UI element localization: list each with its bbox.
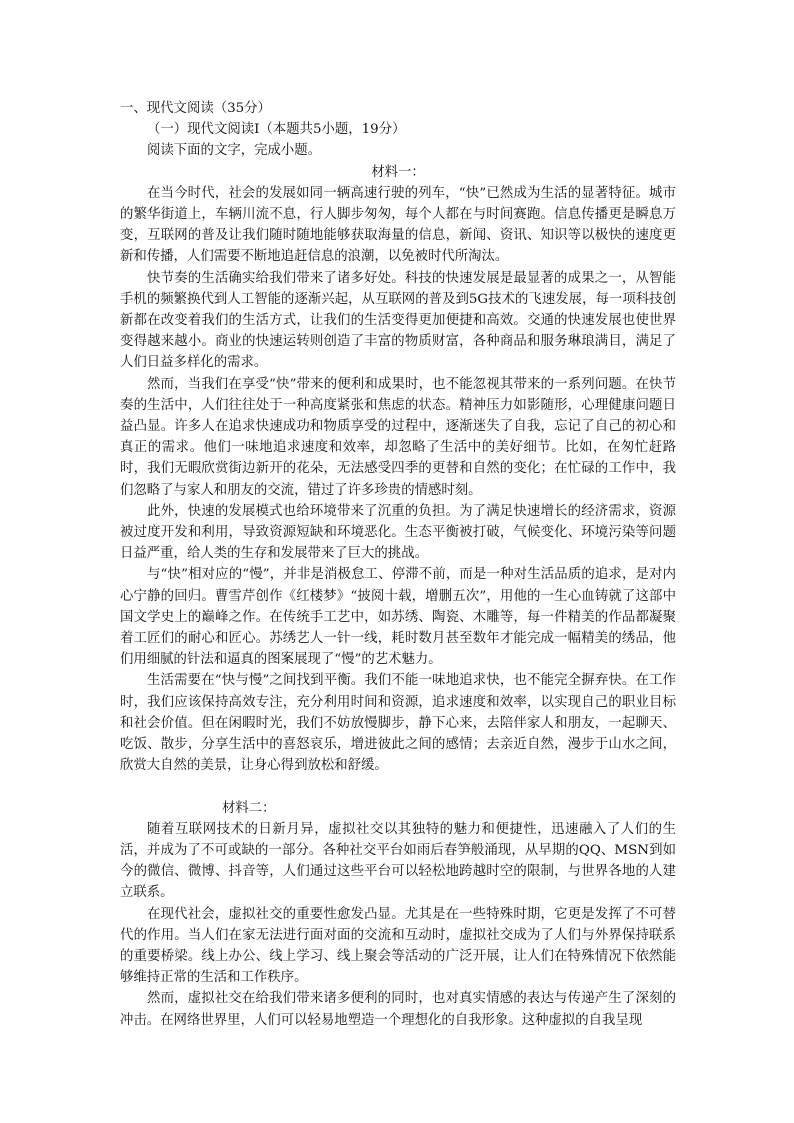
material1-heading: 材料一： (371, 164, 425, 180)
section-title: 一、现代文阅读（35分） (120, 101, 271, 116)
material1-paragraph-6: 生活需要在“快与慢”之间找到平衡。我们不能一味地追求快，也不能完全摒弃快。在工作时，我们应该保持高效专注，充分利用时间和资源，追求速度和效率，以实现自己的职业目标和社会价值。但在闲暇时光，我们不妨放慢脚步，静下心来，去陪伴家人和朋友，一起聊天、吃饭、散步，分享生活中的喜怒哀乐，增进彼此之间的感情；去亲近自然，漫步于山水之间，欣赏大自然的美景，让身心得到放松和舒缓。 (120, 673, 676, 774)
material2-paragraph-1: 随着互联网技术的日新月异，虚拟社交以其独特的魅力和便捷性，迅速融入了人们的生活，并成为了不可或缺的一部分。各种社交平台如雨后春笋般涌现，从早期的QQ、MSN到如今的微信、微博、抖音等，人们通过这些平台可以轻松地跨越时空的限制，与世界各地的人建立联系。 (120, 821, 676, 901)
instruction-text: 阅读下面的文字，完成小题。 (147, 143, 322, 159)
material1-paragraph-2: 快节奏的生活确实给我们带来了诸多好处。科技的快速发展是最显著的成果之一，从智能手机的频繁换代到人工智能的逐渐兴起，从互联网的普及到5G技术的飞速发展，每一项科技创新都在改变着我们的生活方式，让我们的生活变得更加便捷和高效。交通的快速发展也使世界变得越来越小。商业的快速运转则创造了丰富的物质财富，各种商品和服务琳琅满目，满足了人们日益多样化的需求。 (120, 270, 676, 371)
material2-paragraph-2: 在现代社会，虚拟社交的重要性愈发凸显。尤其是在一些特殊时期，它更是发挥了不可替代的作用。当人们在家无法进行面对面的交流和互动时，虚拟社交成为了人们与外界保持联系的重要桥梁。线上办公、线上学习、线上聚会等活动的广泛开展，让人们在特殊情况下依然能够维持正常的生活和工作秩序。 (120, 906, 676, 986)
material1-paragraph-4: 此外，快速的发展模式也给环境带来了沉重的负担。为了满足快速增长的经济需求，资源被过度开发和利用，导致资源短缺和环境恶化。生态平衡被打破，气候变化、环境污染等问题日益严重，给人类的生存和发展带来了巨大的挑战。 (120, 503, 676, 562)
material1-paragraph-5: 与“快”相对应的“慢”，并非是消极怠工、停滞不前，而是一种对生活品质的追求，是对内心宁静的回归。曹雪芹创作《红楼梦》“披阅十载，增删五次”，用他的一生心血铸就了这部中国文学史上的巅峰之作。在传统手工艺中，如苏绣、陶瓷、木雕等，每一件精美的作品都凝聚着工匠们的耐心和匠心。苏绣艺人一针一线，耗时数月甚至数年才能完成一幅精美的绣品，他们用细腻的针法和逼真的图案展现了“慢”的艺术魅力。 (120, 567, 676, 668)
material2-heading: 材料二： (222, 800, 276, 816)
material2-paragraph-3: 然而，虚拟社交在给我们带来诸多便利的同时，也对真实情感的表达与传递产生了深刻的冲击。在网络世界里，人们可以轻易地塑造一个理想化的自我形象。这种虚拟的自我呈现 (120, 991, 676, 1028)
subsection-title: （一）现代文阅读Ⅰ（本题共5小题，19分） (147, 122, 406, 138)
document-page (120, 98, 676, 1031)
material1-paragraph-1: 在当今时代，社会的发展如同一辆高速行驶的列车，“快”已然成为生活的显著特征。城市的繁华街道上，车辆川流不息，行人脚步匆匆，每个人都在与时间赛跑。信息传播更是瞬息万变，互联网的普及让我们随时随地能够获取海量的信息，新闻、资讯、知识等以极快的速度更新和传播，人们需要不断地追赶信息的浪潮，以免被时代所淘汰。 (120, 185, 676, 265)
material1-paragraph-3: 然而，当我们在享受“快”带来的便利和成果时，也不能忽视其带来的一系列问题。在快节奏的生活中，人们往往处于一种高度紧张和焦虑的状态。精神压力如影随形，心理健康问题日益凸显。许多人在追求快速成功和物质享受的过程中，逐渐迷失了自我，忘记了自己的初心和真正的需求。他们一味地追求速度和效率，却忽略了生活中的美好细节。比如，在匆忙赶路时，我们无暇欣赏街边新开的花朵，无法感受四季的更替和自然的变化；在忙碌的工作中，我们忽略了与家人和朋友的交流，错过了许多珍贵的情感时刻。 (120, 376, 676, 498)
